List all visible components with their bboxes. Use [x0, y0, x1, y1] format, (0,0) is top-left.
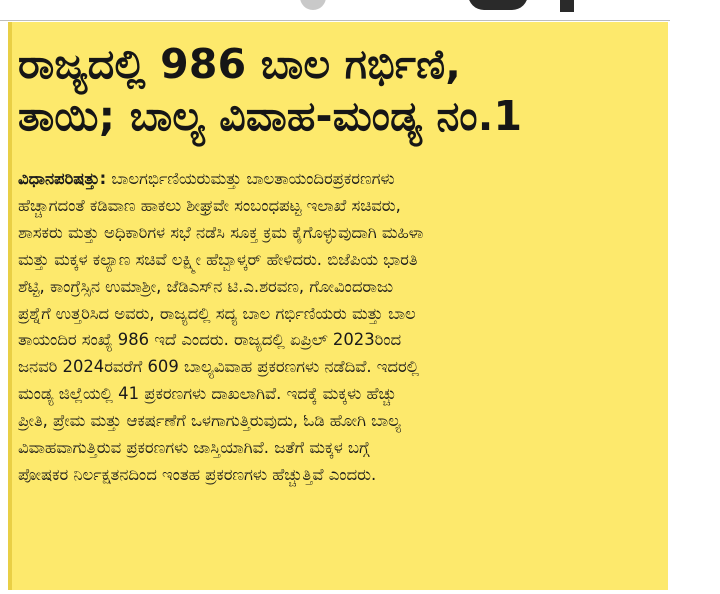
top-strip	[0, 0, 720, 22]
body-line: ಮತ್ತು ಮಕ್ಕಳ ಕಲ್ಯಾಣ ಸಚಿವೆ ಲಕ್ಷ್ಮೀ ಹೆಬ್ಬಾಳ್ಕರ್ ಹೇಳಿದರು. ಬಿಜೆಪಿಯ ಭಾರತಿ	[18, 249, 418, 269]
article-body	[18, 166, 658, 489]
dateline: ವಿಧಾನಪರಿಷತ್ತು:	[18, 169, 107, 188]
body-line: ಹೆಚ್ಚಾಗದಂತೆ ಕಡಿವಾಣ ಹಾಕಲು ಶೀಘ್ರವೇ ಸಂಬಂಧಪಟ್ಟ ಇಲಾಖೆ ಸಚಿವರು,	[18, 195, 401, 215]
body-line: ಜನವರಿ 2024ರವರೆಗೆ 609 ಬಾಲ್ಯವಿವಾಹ ಪ್ರಕರಣಗಳು ನಡೆದಿವೆ. ಇದರಲ್ಲಿ	[18, 357, 420, 377]
cropped-heading-glyph	[560, 0, 574, 12]
body-line: ಪ್ರೀತಿ, ಪ್ರೇಮ ಮತ್ತು ಆಕರ್ಷಣೆಗೆ ಒಳಗಾಗುತ್ತಿರುವುದು, ಓಡಿ ಹೋಗಿ ಬಾಲ್ಯ	[18, 411, 402, 431]
body-line: ತಾಯಂದಿರ ಸಂಖ್ಯೆ 986 ಇದೆ ಎಂದರು. ರಾಜ್ಯದಲ್ಲಿ ಏಪ್ರಿಲ್ 2023ರಿಂದ	[18, 330, 402, 350]
body-line: ಶಾಸಕರು ಮತ್ತು ಅಧಿಕಾರಿಗಳ ಸಭೆ ನಡೆಸಿ ಸೂಕ್ತ ಕ್ರಮ ಕೈಗೊಳ್ಳುವುದಾಗಿ ಮಹಿಳಾ	[18, 222, 424, 242]
body-line: ವಿವಾಹವಾಗುತ್ತಿರುವ ಪ್ರಕರಣಗಳು ಜಾಸ್ತಿಯಾಗಿವೆ. ಜತೆಗೆ ಮಕ್ಕಳ ಬಗ್ಗೆ	[18, 438, 370, 458]
article-headline	[18, 38, 650, 142]
body-line: ಪೋಷಕರ ನಿರ್ಲಕ್ಷತನದಿಂದ ಇಂತಹ ಪ್ರಕರಣಗಳು ಹೆಚ್ಚುತ್ತಿವೆ ಎಂದರು.	[18, 464, 377, 484]
body-line-1	[18, 166, 658, 193]
cropped-heading-glyph	[468, 0, 528, 10]
cropped-heading-glyph	[300, 0, 326, 10]
body-line: ಶೆಟ್ಟಿ, ಕಾಂಗ್ರೆಸ್ಸಿನ ಉಮಾಶ್ರೀ, ಜೆಡಿಎಸ್‌ನ ಟಿ.ಎ.ಶರವಣ, ಗೋವಿಂದರಾಜು	[18, 276, 394, 296]
headline-line-1: ರಾಜ್ಯದಲ್ಲಿ 986 ಬಾಲ ಗರ್ಭಿಣಿ,	[18, 40, 462, 88]
body-line: ಮಂಡ್ಯ ಜಿಲ್ಲೆಯಲ್ಲಿ 41 ಪ್ರಕರಣಗಳು ದಾಖಲಾಗಿವೆ. ಇದಕ್ಕೆ ಮಕ್ಕಳು ಹೆಚ್ಚು	[18, 384, 397, 404]
page-divider	[0, 20, 670, 21]
headline-line-2: ತಾಯಿ; ಬಾಲ್ಯ ವಿವಾಹ-ಮಂಡ್ಯ ನಂ.1	[18, 92, 523, 140]
body-line: ಪ್ರಶ್ನೆಗೆ ಉತ್ತರಿಸಿದ ಅವರು, ರಾಜ್ಯದಲ್ಲಿ ಸದ್ಯ ಬಾಲ ಗರ್ಭಿಣಿಯರು ಮತ್ತು ಬಾಲ	[18, 303, 416, 323]
body-first-line-text: ಬಾಲಗರ್ಭಿಣಿಯರುಮತ್ತು ಬಾಲತಾಯಂದಿರಪ್ರಕರಣಗಳು	[106, 169, 395, 188]
